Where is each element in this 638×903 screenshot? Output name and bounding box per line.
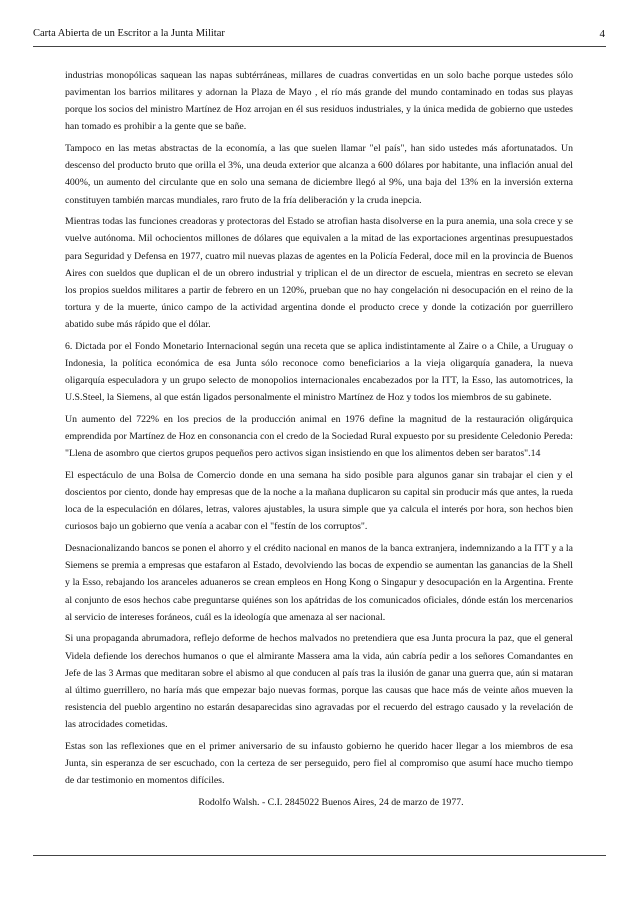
paragraph-5: Un aumento del 722% en los precios de la producción animal en 1976 define la magnitud de la restauración oligárquica emprendida por Martínez de Hoz en consonancia con el credo de la Sociedad Rural expuesto por su presidente Celedonio Pereda: "Llena de asombro que ciertos grupos pequeños pero activos sigan insistiendo en que los alimentos deben ser baratos".14 xyxy=(65,413,573,460)
page-header xyxy=(33,28,605,44)
paragraph-8: Si una propaganda abrumadora, reflejo deforme de hechos malvados no pretendiera que esa Junta procura la paz, que el general Videla defiende los derechos humanos o que el almirante Massera ama la vida, aún cabría pedir a los señores Comandantes en Jefe de las 3 Armas que meditaran sobre el abismo al que conducen al país tras la ilusión de ganar una guerra que, aún si mataran al último guerrillero, no haría más que empezar bajo nuevas formas, porque las causas que hace más de veinte años mueven la resistencia del pueblo argentino no estarán desaparecidas sino agravadas por el recuerdo del estrago causado y la revelación de las atrocidades cometidas. xyxy=(65,633,573,731)
page-number: 4 xyxy=(599,28,605,40)
footer-divider xyxy=(33,855,606,856)
paragraph-4: 6. Dictada por el Fondo Monetario Internacional según una receta que se aplica indistintamente al Zaire o a Chile, a Uruguay o Indonesia, la política económica de esa Junta sólo reconoce como beneficiarios a la vieja oligarquía ganadera, la nueva oligarquía especuladora y un grupo selecto de monopolios internacionales encabezados por la ITT, la Esso, las automotrices, la U.S.Steel, la Siemens, al que están ligados personalmente el ministro Martínez de Hoz y todos los miembros de su gabinete. xyxy=(65,340,573,404)
header-divider xyxy=(33,46,606,47)
paragraph-6: El espectáculo de una Bolsa de Comercio donde en una semana ha sido posible para algunos ganar sin trabajar el cien y el doscientos por ciento, donde hay empresas que de la noche a la mañana duplicaron su capital sin producir más que antes, la rueda loca de la especulación en dólares, letras, valores ajustables, la usura simple que ya calcula el interés por hora, son hechos bien curiosos bajo un gobierno que venía a acabar con el "festín de los corruptos". xyxy=(65,469,573,533)
paragraph-1: industrias monopólicas saquean las napas subtérráneas, millares de cuadras convertidas en un solo bache porque ustedes sólo pavimentan los barrios militares y adornan la Plaza de Mayo , el río más grande del mundo contaminado en todas sus playas porque los socios del ministro Martínez de Hoz arrojan en él sus residuos industriales, y la única medida de gobierno que ustedes han tomado es prohibir a la gente que se bañe. xyxy=(65,70,573,133)
document-body xyxy=(65,67,573,811)
document-title: Carta Abierta de un Escritor a la Junta Militar xyxy=(33,28,225,39)
paragraph-3: Mientras todas las funciones creadoras y protectoras del Estado se atrofian hasta disolverse en la pura anemia, una sola crece y se vuelve autónoma. Mil ochocientos millones de dólares que equivalen a la mitad de las exportaciones argentinas presupuestados para Seguridad y Defensa en 1977, cuatro mil nuevas plazas de agentes en la Policía Federal, doce mil en la provincia de Buenos Aires con sueldos que duplican el de un obrero industrial y triplican el de un director de escuela, mientras en secreto se elevan los propios sueldos militares a partir de febrero en un 120%, prueban que no hay congelación ni desocupación en el reino de la tortura y de la muerte, único campo de la actividad argentina donde el producto crece y donde la cotización por guerrillero abatido sube más rápido que el dólar. xyxy=(65,216,573,331)
paragraph-9: Estas son las reflexiones que en el primer aniversario de su infausto gobierno he querido hacer llegar a los miembros de esa Junta, sin esperanza de ser escuchado, con la certeza de ser perseguido, pero fiel al compromiso que asumí hace mucho tiempo de dar testimonio en momentos difíciles. xyxy=(65,740,573,787)
paragraph-2: Tampoco en las metas abstractas de la economía, a las que suelen llamar "el país", han sido ustedes más afortunatados. Un descenso del producto bruto que orilla el 3%, una deuda exterior que alcanza a 600 dólares por habitante, una inflación anual del 400%, un aumento del circulante que en solo una semana de diciembre llegó al 9%, una baja del 13% en la inversión externa constituyen también marcas mundiales, raro fruto de la fría deliberación y la cruda inepcia. xyxy=(65,143,573,206)
signature-line: Rodolfo Walsh. - C.I. 2845022 Buenos Aires, 24 de marzo de 1977. xyxy=(198,796,464,808)
paragraph-7: Desnacionalizando bancos se ponen el ahorro y el crédito nacional en manos de la banca extranjera, indemnizando a la ITT y a la Siemens se premia a empresas que estafaron al Estado, devolviendo las bocas de expendio se aumentan las ganancias de la Shell y la Esso, rebajando los aranceles aduaneros se crean empleos en Hong Kong o Singapur y desocupación en la Argentina. Frente al conjunto de esos hechos cabe preguntarse quiénes son los apátridas de los comunicados oficiales, dónde están los mercenarios al servicio de intereses foráneos, cuál es la ideología que amenaza al ser nacional. xyxy=(65,543,573,623)
